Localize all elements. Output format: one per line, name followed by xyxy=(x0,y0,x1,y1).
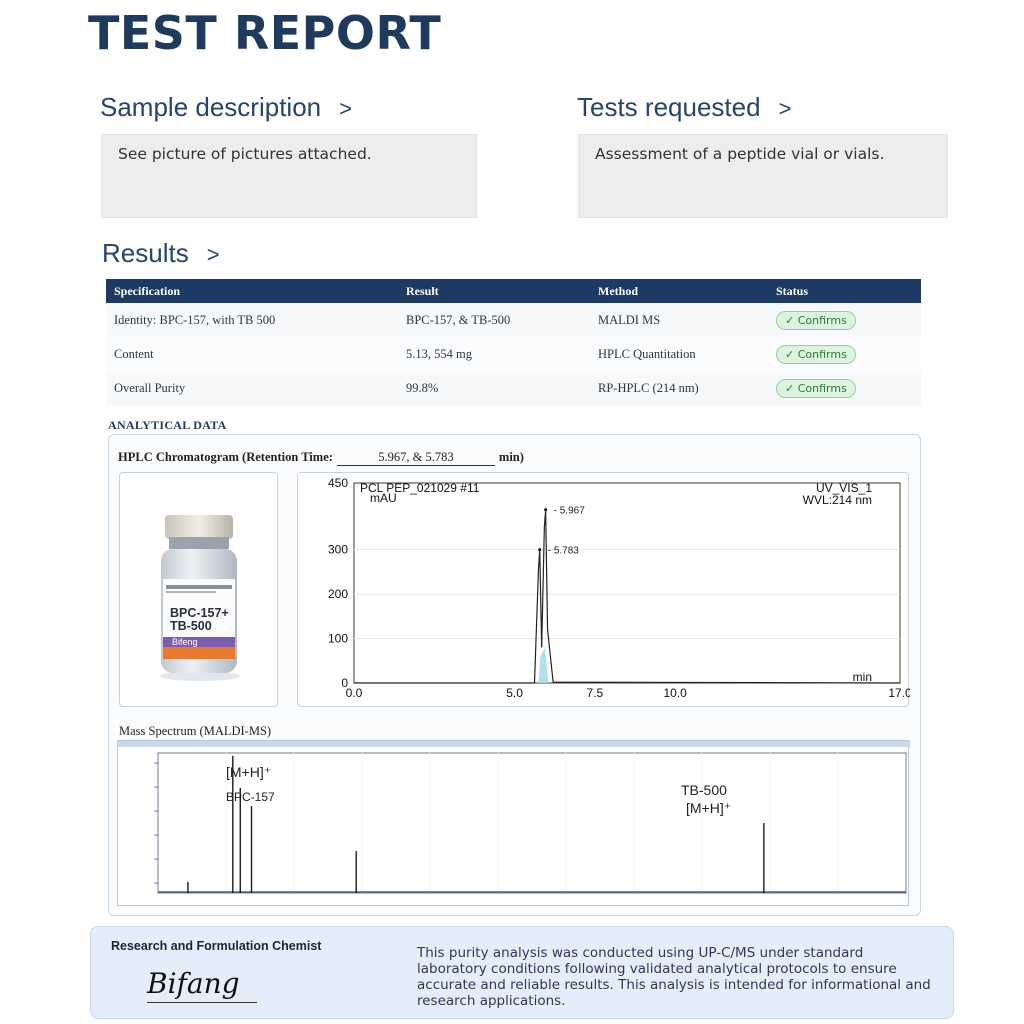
chrom-peak-label: - 5.967 xyxy=(553,505,585,517)
signature-line xyxy=(147,1002,257,1003)
footer-note: This purity analysis was conducted using UP-C/MS under standard laboratory conditions following validated analytical protocols to ensure accurate and reliable results. This analysis is intended for informational and research applications. xyxy=(417,945,931,1009)
tests-requested-label: Tests requested xyxy=(577,92,761,122)
status-badge: ✓ Confirms xyxy=(776,379,856,398)
hplc-title-suffix: min) xyxy=(498,450,524,464)
chrom-y-tick-label: 100 xyxy=(327,631,348,646)
results-table xyxy=(106,279,921,405)
cell-method: RP-HPLC (214 nm) xyxy=(598,380,699,395)
chrom-header-left: PCL PEP_021029 #11 xyxy=(360,481,480,495)
signature: Bifang xyxy=(147,967,240,1000)
status-badge: ✓ Confirms xyxy=(776,311,856,330)
cell-result: 5.13, 554 mg xyxy=(406,346,472,361)
chevron-right-icon: > xyxy=(778,96,792,121)
hplc-title-prefix: HPLC Chromatogram (Retention Time: xyxy=(118,450,333,464)
ms-annotation-mh-2: [M+H]⁺ xyxy=(686,800,732,816)
chrom-wavelength: WVL:214 nm xyxy=(802,493,872,507)
mass-spectrum xyxy=(118,741,910,907)
chrom-x-tick-label: 7.5 xyxy=(586,686,604,700)
table-row xyxy=(106,371,921,405)
tests-requested-heading[interactable] xyxy=(577,92,791,123)
chrom-y-tick-label: 200 xyxy=(327,587,348,602)
chrom-peak-label: - 5.783 xyxy=(547,545,579,557)
status-badge: ✓ Confirms xyxy=(776,345,856,364)
sample-description-heading[interactable] xyxy=(100,92,352,123)
chrom-ylabel: mAU xyxy=(370,491,397,505)
retention-time-value: 5.967, & 5.783 xyxy=(337,450,495,466)
vial-label-line1: BPC-157+ xyxy=(170,606,229,620)
ms-annotation-bpc157: BPC-157 xyxy=(226,790,275,804)
ms-annotation-tb500: TB-500 xyxy=(681,782,727,798)
chrom-xlabel: min xyxy=(852,670,872,684)
chrom-x-tick-label: 5.0 xyxy=(506,686,523,700)
cell-method: MALDI MS xyxy=(598,312,661,327)
vial-label-band: Bifeng xyxy=(172,637,198,647)
hplc-chromatogram-panel xyxy=(297,472,909,707)
sample-description-label: Sample description xyxy=(100,92,322,122)
chemist-role: Research and Formulation Chemist xyxy=(111,939,322,953)
chevron-right-icon: > xyxy=(339,96,352,121)
ms-annotation-mh-1: [M+H]⁺ xyxy=(226,764,272,780)
footer-panel xyxy=(90,926,954,1019)
chrom-peak-marker xyxy=(538,548,541,551)
chrom-y-tick-label: 450 xyxy=(327,476,348,490)
vial-label-line2: TB-500 xyxy=(170,619,212,633)
mass-spectrum-panel xyxy=(117,740,909,906)
table-row xyxy=(106,337,921,371)
col-header-result: Result xyxy=(406,283,439,298)
chrom-y-tick-label: 0 xyxy=(341,676,348,690)
chrom-x-tick-label: 17.0 xyxy=(888,686,910,700)
chrom-x-tick-label: 0.0 xyxy=(345,686,363,700)
mass-spectrum-title: Mass Spectrum (MALDI-MS) xyxy=(119,724,272,738)
hplc-title xyxy=(118,450,524,466)
cell-spec: Overall Purity xyxy=(114,380,186,395)
tests-requested-box xyxy=(578,134,948,218)
chrom-peak-marker xyxy=(544,508,547,511)
vial-image xyxy=(120,473,279,708)
cell-spec: Content xyxy=(114,346,154,361)
chrom-y-tick-label: 300 xyxy=(327,542,348,557)
col-header-status: Status xyxy=(776,283,809,298)
col-header-specification: Specification xyxy=(114,283,180,298)
chrom-header-right: UV_VIS_1 xyxy=(815,481,872,495)
cell-result: BPC-157, & TB-500 xyxy=(406,312,511,327)
results-heading[interactable] xyxy=(102,238,220,269)
col-header-method: Method xyxy=(598,283,638,298)
tests-requested-text: Assessment of a peptide vial or vials. xyxy=(595,145,885,163)
cell-spec: Identity: BPC-157, with TB 500 xyxy=(114,312,276,327)
sample-description-box xyxy=(101,134,477,218)
hplc-chromatogram xyxy=(298,473,910,708)
chevron-right-icon: > xyxy=(206,242,220,267)
analytical-data-label: ANALYTICAL DATA xyxy=(108,418,227,432)
vial-cap xyxy=(165,515,233,539)
report-title: TEST REPORT xyxy=(88,6,442,60)
sample-description-text: See picture of pictures attached. xyxy=(118,145,372,163)
chrom-x-tick-label: 10.0 xyxy=(663,686,687,700)
cell-result: 99.8% xyxy=(406,380,439,395)
cell-method: HPLC Quantitation xyxy=(598,346,696,361)
results-table-header xyxy=(106,279,921,303)
table-row xyxy=(106,303,921,337)
results-label: Results xyxy=(102,238,189,268)
vial-image-panel xyxy=(119,472,278,707)
